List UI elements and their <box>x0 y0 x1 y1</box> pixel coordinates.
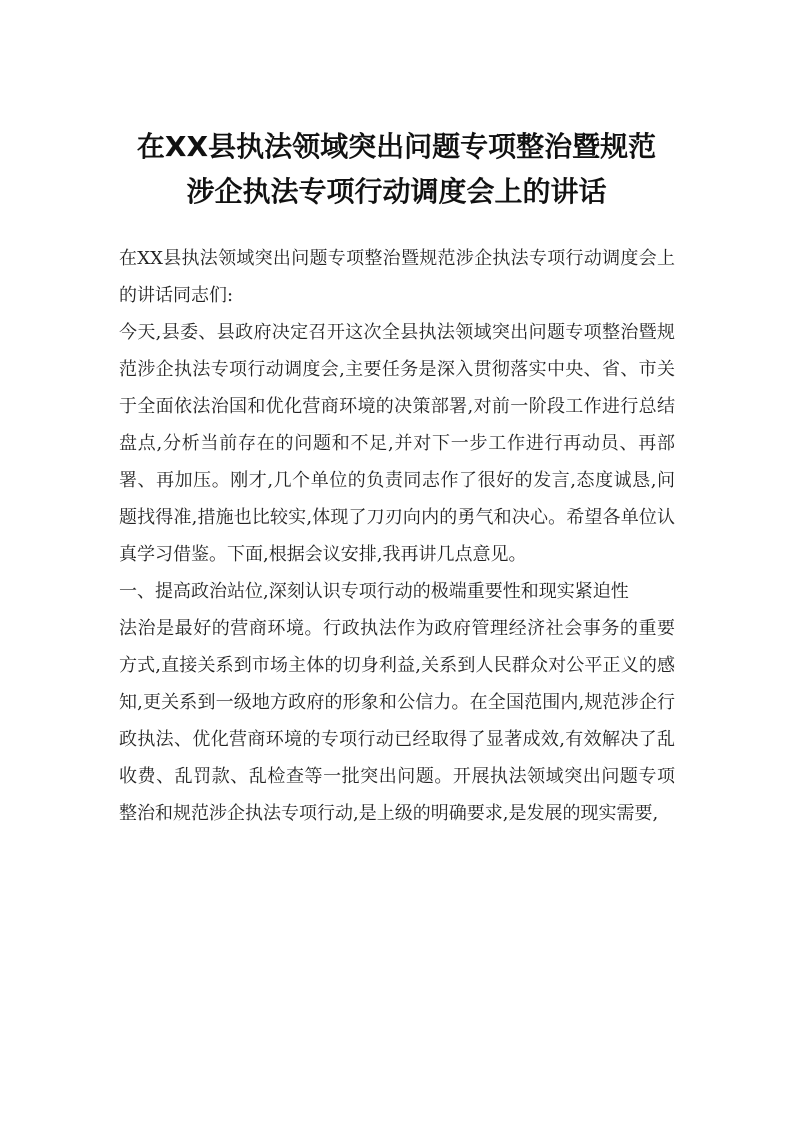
paragraph-introduction: 今天,县委、县政府决定召开这次全县执法领域突出问题专项整治暨规范涉企执法专项行动调度会,主要任务是深入贯彻落实中央、省、市关于全面依法治国和优化营商环境的决策部署,对前一阶段工作进行总结盘点,分析当前存在的问题和不足,并对下一步工作进行再动员、再部署、再加压。刚才,几个单位的负责同志作了很好的发言,态度诚恳,问题找得准,措施也比较实,体现了刀刃向内的勇气和决心。希望各单位认真学习借鉴。下面,根据会议安排,我再讲几点意见。 <box>119 322 675 565</box>
document-title-line-2: 涉企执法专项行动调度会上的讲话 <box>186 175 607 208</box>
paragraph-opening: 在XX县执法领域突出问题专项整治暨规范涉企执法专项行动调度会上的讲话同志们: <box>119 248 675 306</box>
document-body <box>119 240 675 832</box>
paragraph-section-one: 法治是最好的营商环境。行政执法作为政府管理经济社会事务的重要方式,直接关系到市场主体的切身利益,关系到人民群众对公平正义的感知,更关系到一级地方政府的形象和公信力。在全国范围内,规范涉企行政执法、优化营商环境的专项行动已经取得了显著成效,有效解决了乱收费、乱罚款、乱检查等一批突出问题。开展执法领域突出问题专项整治和规范涉企执法专项行动,是上级的明确要求,是发展的现实需要, <box>119 618 675 824</box>
document-title-line-1: 在XX县执法领域突出问题专项整治暨规范 <box>136 130 657 163</box>
section-heading-one: 一、提高政治站位,深刻认识专项行动的极端重要性和现实紧迫性 <box>119 581 629 602</box>
